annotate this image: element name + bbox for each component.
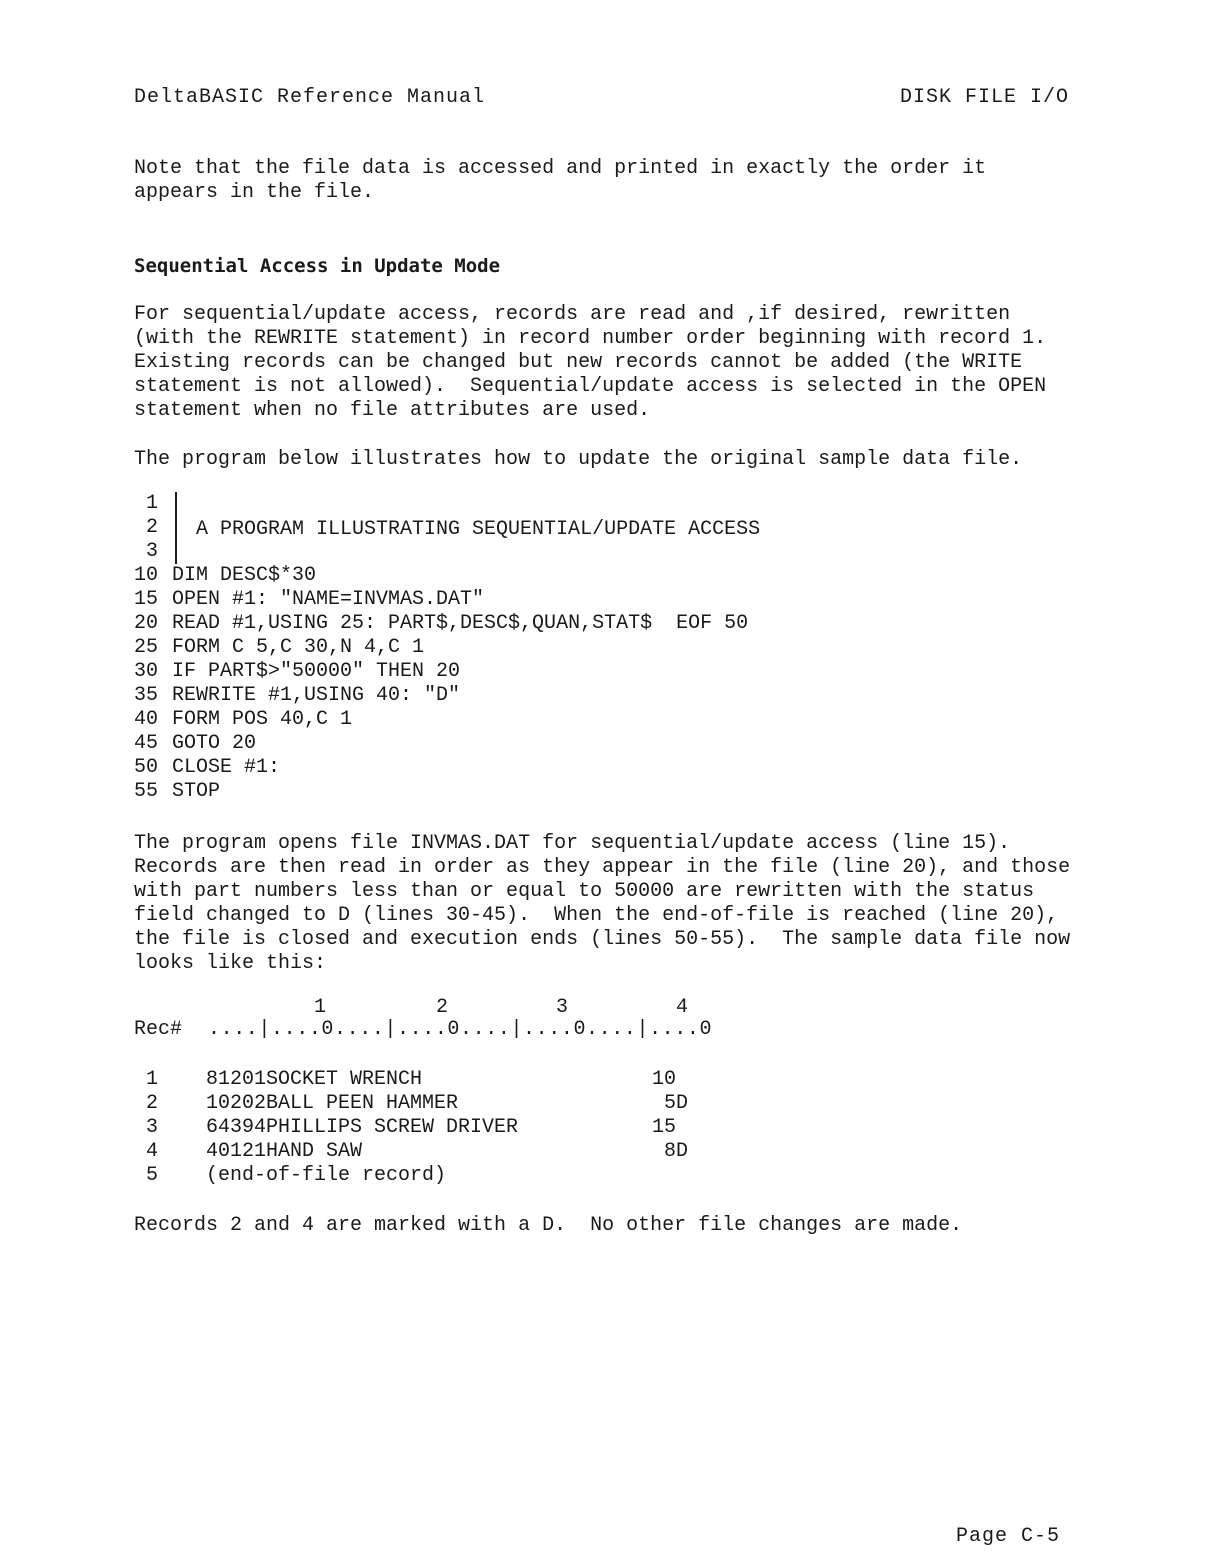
ruler-number: 2 [436, 996, 449, 1019]
section-heading: Sequential Access in Update Mode [134, 255, 501, 277]
code-line: 25 FORM C 5,C 30,N 4,C 1 [134, 636, 425, 659]
record-data: 40121HAND SAW [206, 1140, 363, 1163]
comment-line-number: 2 [146, 516, 159, 539]
ruler-number: 3 [556, 996, 569, 1019]
code-line: 40 FORM POS 40,C 1 [134, 708, 353, 731]
record-qty: 8D [664, 1140, 689, 1163]
intro-line-1: Note that the file data is accessed and printed in exactly the order it [134, 157, 987, 180]
para1-line: Existing records can be changed but new records cannot be added (the WRITE [134, 351, 1023, 374]
para2-text: The program below illustrates how to update the original sample data file. [134, 448, 1023, 471]
record-qty: 10 [652, 1068, 677, 1091]
rec-label: Rec# [134, 1018, 183, 1041]
para1-line: For sequential/update access, records are read and ,if desired, rewritten [134, 303, 1011, 326]
code-line: 10 DIM DESC$*30 [134, 564, 317, 587]
para3-line: The program opens file INVMAS.DAT for sequential/update access (line 15). [134, 832, 1011, 855]
record-data: (end-of-file record) [206, 1164, 447, 1187]
record-number: 5 [146, 1164, 159, 1187]
header-section: DISK FILE I/O [900, 86, 1070, 109]
record-data: 64394PHILLIPS SCREW DRIVER [206, 1116, 519, 1139]
para3-line: field changed to D (lines 30-45). When the end-of-file is reached (line 20), [134, 904, 1059, 927]
record-number: 3 [146, 1116, 159, 1139]
code-line: 20 READ #1,USING 25: PART$,DESC$,QUAN,STAT$ EOF 50 [134, 612, 749, 635]
closing-text: Records 2 and 4 are marked with a D. No other file changes are made. [134, 1214, 963, 1237]
page-number: Page C-5 [956, 1525, 1061, 1548]
ruler-number: 4 [676, 996, 689, 1019]
comment-text: A PROGRAM ILLUSTRATING SEQUENTIAL/UPDATE ACCESS [196, 518, 761, 541]
intro-line-2: appears in the file. [134, 181, 375, 204]
code-line: 55 STOP [134, 780, 221, 803]
para3-line: Records are then read in order as they appear in the file (line 20), and those [134, 856, 1071, 879]
record-data: 10202BALL PEEN HAMMER [206, 1092, 459, 1115]
code-line: 45 GOTO 20 [134, 732, 257, 755]
header-title: DeltaBASIC Reference Manual [134, 86, 486, 109]
comment-bar [175, 492, 177, 564]
record-number: 4 [146, 1140, 159, 1163]
code-line: 30 IF PART$>"50000" THEN 20 [134, 660, 461, 683]
comment-line-number: 1 [146, 492, 159, 515]
para1-line: statement is not allowed). Sequential/update access is selected in the OPEN [134, 375, 1047, 398]
ruler-number: 1 [314, 996, 327, 1019]
para3-line: the file is closed and execution ends (lines 50-55). The sample data file now [134, 928, 1071, 951]
record-number: 1 [146, 1068, 159, 1091]
para3-line: with part numbers less than or equal to 50000 are rewritten with the status [134, 880, 1035, 903]
code-line: 50 CLOSE #1: [134, 756, 281, 779]
record-qty: 15 [652, 1116, 677, 1139]
ruler-dots: ....|....0....|....0....|....0....|....0 [208, 1018, 713, 1041]
record-number: 2 [146, 1092, 159, 1115]
record-qty: 5D [664, 1092, 689, 1115]
comment-line-number: 3 [146, 540, 159, 563]
code-line: 15 OPEN #1: "NAME=INVMAS.DAT" [134, 588, 485, 611]
record-data: 81201SOCKET WRENCH [206, 1068, 423, 1091]
para1-line: statement when no file attributes are used. [134, 399, 651, 422]
code-line: 35 REWRITE #1,USING 40: "D" [134, 684, 461, 707]
para3-line: looks like this: [134, 952, 327, 975]
para1-line: (with the REWRITE statement) in record number order beginning with record 1. [134, 327, 1047, 350]
